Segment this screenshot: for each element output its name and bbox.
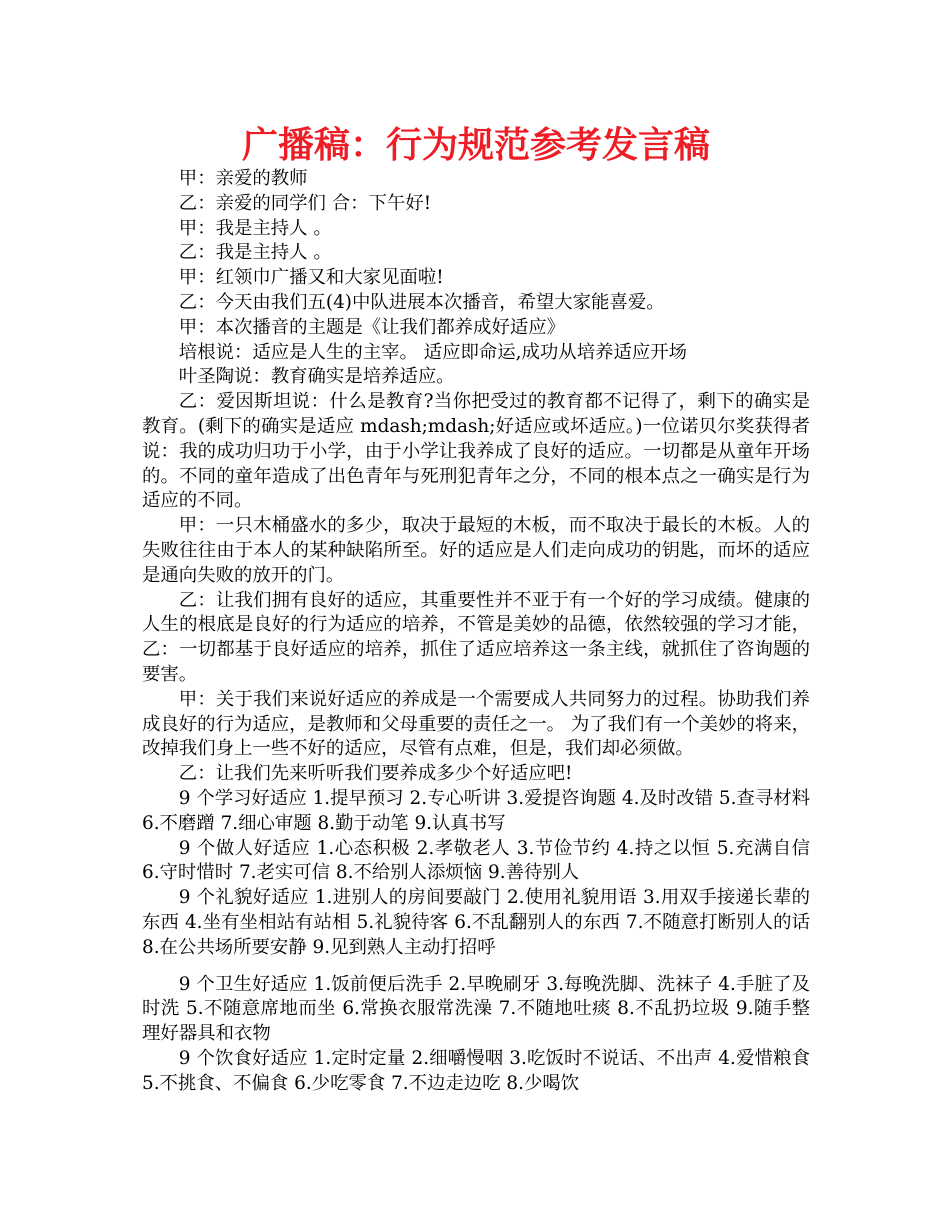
list-item: 9 个卫生好适应 1.饭前便后洗手 2.早晚刷牙 3.每晚洗脚、洗袜子 4.手脏了及时洗 5.不随意席地而坐 6.常换衣服常洗澡 7.不随地吐痰 8.不乱扔垃圾 9.随手整理好器具和衣物	[142, 973, 810, 1045]
paragraph: 甲：红领巾广播又和大家见面啦!	[178, 267, 444, 289]
paragraph: 甲：关于我们来说好适应的养成是一个需要成人共同努力的过程。协助我们养成良好的行为适应，是教师和父母重要的责任之一。 为了我们有一个美妙的将来，改掉我们身上一些不好的适应，尽管有点难，但是，我们却必须做。	[142, 688, 810, 760]
paragraph: 乙：让我们先来听听我们要养成多少个好适应吧!	[178, 763, 573, 785]
list-item: 9 个做人好适应 1.心态积极 2.孝敬老人 3.节俭节约 4.持之以恒 5.充满自信 6.守时惜时 7.老实可信 8.不给别人添烦恼 9.善待别人	[142, 837, 810, 884]
paragraph: 乙：爱因斯坦说：什么是教育?当你把受过的教育都不记得了，剩下的确实是教育。(剩下的确实是适应 mdash;mdash;好适应或坏适应。)一位诺贝尔奖获得者说：我的成功归功于小学，由于小学让我养成了良好的适应。一切都是从童年开场的。不同的童年造成了出色青年与死刑犯青年之分，不同的根本点之一确实是行为适应的不同。	[142, 391, 810, 512]
paragraph: 甲：一只木桶盛水的多少，取决于最短的木板，而不取决于最长的木板。人的失败往往由于本人的某种缺陷所至。好的适应是人们走向成功的钥匙，而坏的适应是通向失败的放开的门。	[142, 515, 810, 586]
document-body	[142, 167, 810, 1096]
paragraph: 甲：我是主持人 。	[178, 217, 332, 239]
paragraph: 甲：亲爱的教师	[178, 168, 308, 189]
list-item: 9 个学习好适应 1.提早预习 2.专心听讲 3.爱提咨询题 4.及时改错 5.查寻材料 6.不磨蹭 7.细心审题 8.勤于动笔 9.认真书写	[142, 787, 810, 834]
paragraph: 甲：本次播音的主题是《让我们都养成好适应》	[178, 316, 566, 338]
list-item: 9 个饮食好适应 1.定时定量 2.细嚼慢咽 3.吃饭时不说话、不出声 4.爱惜粮食 5.不挑食、不偏食 6.少吃零食 7.不边走边吃 8.少喝饮	[142, 1047, 810, 1094]
document-title: 广播稿：行为规范参考发言稿	[241, 125, 710, 166]
paragraph: 乙：亲爱的同学们 合：下午好!	[178, 192, 432, 214]
paragraph: 叶圣陶说：教育确实是培养适应。	[178, 366, 455, 388]
paragraph: 乙：我是主持人 。	[178, 242, 332, 264]
paragraph: 乙：今天由我们五(4)中队进展本次播音，希望大家能喜爱。	[178, 291, 665, 313]
paragraph: 培根说：适应是人生的主宰。 适应即命运,成功从培养适应开场	[178, 341, 688, 363]
paragraph: 乙：让我们拥有良好的适应，其重要性并不亚于有一个好的学习成绩。健康的人生的根底是良好的行为适应的培养，不管是美妙的品德，依然较强的学习才能，乙：一切都基于良好适应的培养，抓住了适应培养这一条主线，就抓住了咨询题的要害。	[142, 589, 810, 685]
list-item: 9 个礼貌好适应 1.进别人的房间要敲门 2.使用礼貌用语 3.用双手接递长辈的东西 4.坐有坐相站有站相 5.礼貌待客 6.不乱翻别人的东西 7.不随意打断别人的话 8.在公共场所要安静 9.见到熟人主动打招呼	[142, 887, 810, 958]
